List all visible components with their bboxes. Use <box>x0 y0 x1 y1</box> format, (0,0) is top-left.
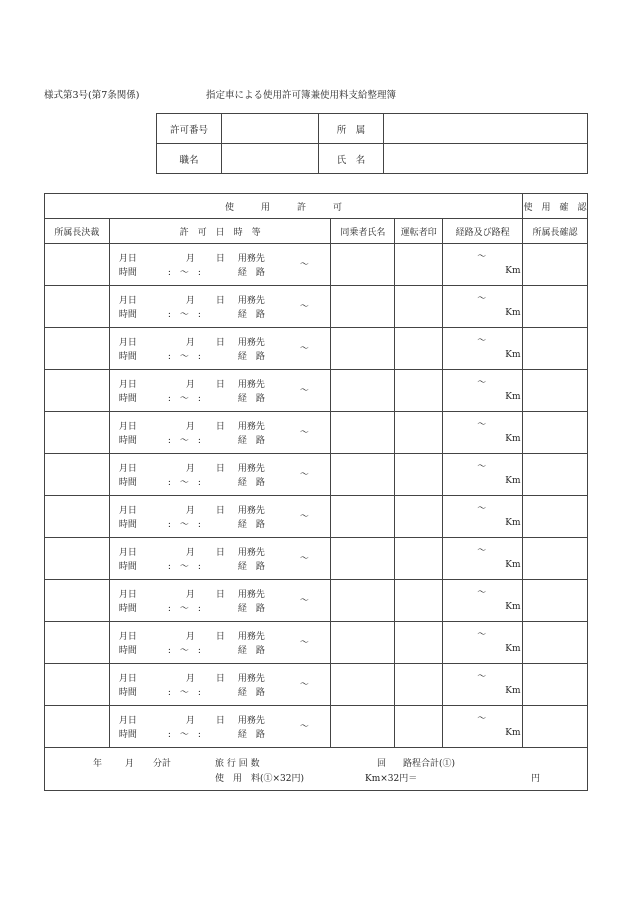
row-route: 経 路 <box>237 646 265 656</box>
row-tilde: 〜 <box>299 596 309 606</box>
driver-seal-cell[interactable] <box>395 286 443 328</box>
route-tilde: 〜 <box>477 714 487 724</box>
row-time-range: : 〜 : <box>167 310 201 320</box>
row-month: 月 <box>185 548 195 558</box>
passengers-cell[interactable] <box>331 244 395 286</box>
row-month-day: 月日 <box>118 464 137 474</box>
row-destination: 用務先 <box>237 632 265 642</box>
row-time-range: : 〜 : <box>167 562 201 572</box>
chief-confirm-cell[interactable] <box>523 496 588 538</box>
permit-datetime-cell[interactable] <box>109 328 331 370</box>
route-tilde: 〜 <box>477 294 487 304</box>
row-day: 日 <box>215 296 225 306</box>
table-row <box>45 454 588 496</box>
footer-km-formula: Km×32円＝ <box>365 774 418 784</box>
table-row <box>45 622 588 664</box>
passengers-cell[interactable] <box>331 496 395 538</box>
passengers-cell[interactable] <box>331 706 395 748</box>
row-destination: 用務先 <box>237 674 265 684</box>
driver-seal-cell[interactable] <box>395 328 443 370</box>
table-row <box>45 244 588 286</box>
row-destination: 用務先 <box>237 548 265 558</box>
row-route: 経 路 <box>237 310 265 320</box>
driver-seal-cell[interactable] <box>395 538 443 580</box>
col-driver-seal: 運転者印 <box>395 219 443 244</box>
row-time: 時間 <box>118 646 137 656</box>
route-km: Km <box>505 350 521 360</box>
row-month: 月 <box>185 632 195 642</box>
row-day: 日 <box>215 464 225 474</box>
table-row <box>45 496 588 538</box>
chief-approval-cell[interactable] <box>45 622 110 664</box>
row-time: 時間 <box>118 268 137 278</box>
row-day: 日 <box>215 422 225 432</box>
row-time-range: : 〜 : <box>167 268 201 278</box>
footer-subtotal: 分計 <box>153 759 172 769</box>
row-time: 時間 <box>118 562 137 572</box>
permit-datetime-cell[interactable] <box>109 706 331 748</box>
route-tilde: 〜 <box>477 588 487 598</box>
chief-approval-cell[interactable] <box>45 496 110 538</box>
position-field[interactable] <box>222 144 319 174</box>
row-tilde: 〜 <box>299 302 309 312</box>
chief-confirm-cell[interactable] <box>523 622 588 664</box>
route-cell[interactable] <box>443 622 523 664</box>
footer-month: 月 <box>125 759 135 769</box>
group-usage-permit: 使 用 許 可 <box>45 194 523 219</box>
route-km: Km <box>505 728 521 738</box>
row-destination: 用務先 <box>237 380 265 390</box>
row-destination: 用務先 <box>237 506 265 516</box>
route-cell[interactable] <box>443 580 523 622</box>
route-km: Km <box>505 434 521 444</box>
table-row <box>45 664 588 706</box>
chief-confirm-cell[interactable] <box>523 580 588 622</box>
chief-approval-cell[interactable] <box>45 538 110 580</box>
row-month-day: 月日 <box>118 590 137 600</box>
row-route: 経 路 <box>237 352 265 362</box>
form-title: 指定車による使用許可簿兼使用料支給整理簿 <box>206 90 397 101</box>
route-tilde: 〜 <box>477 252 487 262</box>
row-tilde: 〜 <box>299 470 309 480</box>
route-cell[interactable] <box>443 496 523 538</box>
col-permit-datetime: 許 可 日 時 等 <box>109 219 331 244</box>
driver-seal-cell[interactable] <box>395 622 443 664</box>
footer-distance-total: 路程合計(①) <box>403 759 456 769</box>
row-month: 月 <box>185 464 195 474</box>
route-cell[interactable] <box>443 706 523 748</box>
footer-year: 年 <box>93 759 103 769</box>
row-time-range: : 〜 : <box>167 688 201 698</box>
col-chief-approval: 所属長決裁 <box>45 219 110 244</box>
route-tilde: 〜 <box>477 546 487 556</box>
row-month: 月 <box>185 674 195 684</box>
driver-seal-cell[interactable] <box>395 496 443 538</box>
row-time-range: : 〜 : <box>167 478 201 488</box>
chief-confirm-cell[interactable] <box>523 412 588 454</box>
row-month: 月 <box>185 716 195 726</box>
driver-seal-cell[interactable] <box>395 580 443 622</box>
row-time: 時間 <box>118 352 137 362</box>
permit-datetime-cell[interactable] <box>109 370 331 412</box>
route-km: Km <box>505 644 521 654</box>
header-table <box>156 113 588 174</box>
row-tilde: 〜 <box>299 428 309 438</box>
row-time: 時間 <box>118 520 137 530</box>
table-row <box>45 538 588 580</box>
chief-confirm-cell[interactable] <box>523 454 588 496</box>
driver-seal-cell[interactable] <box>395 244 443 286</box>
form-number: 様式第3号(第7条関係) <box>44 90 140 101</box>
row-day: 日 <box>215 716 225 726</box>
affiliation-field[interactable] <box>384 114 588 144</box>
route-cell[interactable] <box>443 412 523 454</box>
row-destination: 用務先 <box>237 296 265 306</box>
chief-approval-cell[interactable] <box>45 412 110 454</box>
footer-usage-fee: 使 用 料(①×32円) <box>215 774 305 784</box>
driver-seal-cell[interactable] <box>395 454 443 496</box>
name-field[interactable] <box>384 144 588 174</box>
row-time: 時間 <box>118 310 137 320</box>
route-km: Km <box>505 308 521 318</box>
route-km: Km <box>505 392 521 402</box>
route-tilde: 〜 <box>477 672 487 682</box>
driver-seal-cell[interactable] <box>395 664 443 706</box>
route-km: Km <box>505 560 521 570</box>
row-month: 月 <box>185 422 195 432</box>
row-month: 月 <box>185 254 195 264</box>
col-route: 経路及び路程 <box>443 219 523 244</box>
row-destination: 用務先 <box>237 464 265 474</box>
row-route: 経 路 <box>237 394 265 404</box>
route-km: Km <box>505 266 521 276</box>
row-day: 日 <box>215 254 225 264</box>
footer-times: 回 <box>377 759 387 769</box>
passengers-cell[interactable] <box>331 622 395 664</box>
row-time: 時間 <box>118 688 137 698</box>
row-time: 時間 <box>118 394 137 404</box>
route-cell[interactable] <box>443 370 523 412</box>
route-cell[interactable] <box>443 454 523 496</box>
route-km: Km <box>505 602 521 612</box>
row-tilde: 〜 <box>299 344 309 354</box>
row-day: 日 <box>215 380 225 390</box>
passengers-cell[interactable] <box>331 412 395 454</box>
row-destination: 用務先 <box>237 590 265 600</box>
table-row <box>45 412 588 454</box>
chief-confirm-cell[interactable] <box>523 706 588 748</box>
driver-seal-cell[interactable] <box>395 706 443 748</box>
row-day: 日 <box>215 632 225 642</box>
permit-datetime-cell[interactable] <box>109 538 331 580</box>
route-tilde: 〜 <box>477 378 487 388</box>
permit-no-field[interactable] <box>222 114 319 144</box>
route-km: Km <box>505 476 521 486</box>
permit-datetime-cell[interactable] <box>109 412 331 454</box>
row-month: 月 <box>185 590 195 600</box>
table-row <box>45 706 588 748</box>
table-row <box>45 370 588 412</box>
row-time-range: : 〜 : <box>167 646 201 656</box>
row-tilde: 〜 <box>299 638 309 648</box>
row-time-range: : 〜 : <box>167 394 201 404</box>
row-time-range: : 〜 : <box>167 604 201 614</box>
row-month-day: 月日 <box>118 674 137 684</box>
chief-approval-cell[interactable] <box>45 454 110 496</box>
footer-trip-count: 旅 行 回 数 <box>215 759 260 769</box>
chief-approval-cell[interactable] <box>45 286 110 328</box>
permit-datetime-cell[interactable] <box>109 244 331 286</box>
chief-approval-cell[interactable] <box>45 370 110 412</box>
row-month-day: 月日 <box>118 506 137 516</box>
col-passengers: 同乗者氏名 <box>331 219 395 244</box>
passengers-cell[interactable] <box>331 538 395 580</box>
footer-yen: 円 <box>531 774 541 784</box>
row-time-range: : 〜 : <box>167 520 201 530</box>
row-tilde: 〜 <box>299 512 309 522</box>
row-time: 時間 <box>118 478 137 488</box>
driver-seal-cell[interactable] <box>395 370 443 412</box>
row-tilde: 〜 <box>299 722 309 732</box>
chief-confirm-cell[interactable] <box>523 370 588 412</box>
permit-datetime-cell[interactable] <box>109 286 331 328</box>
row-month-day: 月日 <box>118 296 137 306</box>
row-tilde: 〜 <box>299 386 309 396</box>
row-route: 経 路 <box>237 520 265 530</box>
route-cell[interactable] <box>443 328 523 370</box>
route-cell[interactable] <box>443 244 523 286</box>
row-day: 日 <box>215 590 225 600</box>
permit-datetime-cell[interactable] <box>109 622 331 664</box>
usage-table <box>44 193 588 791</box>
chief-confirm-cell[interactable] <box>523 286 588 328</box>
route-cell[interactable] <box>443 538 523 580</box>
row-tilde: 〜 <box>299 680 309 690</box>
row-route: 経 路 <box>237 730 265 740</box>
row-tilde: 〜 <box>299 260 309 270</box>
row-month-day: 月日 <box>118 254 137 264</box>
passengers-cell[interactable] <box>331 664 395 706</box>
row-route: 経 路 <box>237 688 265 698</box>
row-route: 経 路 <box>237 562 265 572</box>
row-month-day: 月日 <box>118 422 137 432</box>
row-day: 日 <box>215 548 225 558</box>
chief-approval-cell[interactable] <box>45 580 110 622</box>
row-month: 月 <box>185 296 195 306</box>
row-month-day: 月日 <box>118 338 137 348</box>
route-cell[interactable] <box>443 664 523 706</box>
passengers-cell[interactable] <box>331 286 395 328</box>
row-destination: 用務先 <box>237 254 265 264</box>
row-time: 時間 <box>118 436 137 446</box>
row-month-day: 月日 <box>118 380 137 390</box>
row-route: 経 路 <box>237 436 265 446</box>
position-label: 職名 <box>157 144 222 174</box>
row-route: 経 路 <box>237 478 265 488</box>
row-day: 日 <box>215 506 225 516</box>
permit-datetime-cell[interactable] <box>109 580 331 622</box>
chief-confirm-cell[interactable] <box>523 664 588 706</box>
permit-datetime-cell[interactable] <box>109 664 331 706</box>
row-month: 月 <box>185 338 195 348</box>
route-km: Km <box>505 686 521 696</box>
passengers-cell[interactable] <box>331 328 395 370</box>
row-month: 月 <box>185 506 195 516</box>
chief-approval-cell[interactable] <box>45 664 110 706</box>
row-time-range: : 〜 : <box>167 730 201 740</box>
row-destination: 用務先 <box>237 338 265 348</box>
row-time: 時間 <box>118 730 137 740</box>
row-route: 経 路 <box>237 268 265 278</box>
row-destination: 用務先 <box>237 716 265 726</box>
row-time-range: : 〜 : <box>167 352 201 362</box>
footer-cell <box>45 748 588 791</box>
permit-datetime-cell[interactable] <box>109 454 331 496</box>
row-day: 日 <box>215 338 225 348</box>
affiliation-label: 所 属 <box>319 114 384 144</box>
permit-no-label: 許可番号 <box>157 114 222 144</box>
row-month: 月 <box>185 380 195 390</box>
chief-confirm-cell[interactable] <box>523 538 588 580</box>
col-chief-confirm: 所属長確認 <box>523 219 588 244</box>
chief-approval-cell[interactable] <box>45 706 110 748</box>
group-usage-confirm: 使 用 確 認 <box>523 194 588 219</box>
passengers-cell[interactable] <box>331 580 395 622</box>
table-row <box>45 286 588 328</box>
row-time-range: : 〜 : <box>167 436 201 446</box>
chief-approval-cell[interactable] <box>45 328 110 370</box>
route-tilde: 〜 <box>477 504 487 514</box>
row-time: 時間 <box>118 604 137 614</box>
table-row <box>45 580 588 622</box>
passengers-cell[interactable] <box>331 370 395 412</box>
driver-seal-cell[interactable] <box>395 412 443 454</box>
chief-approval-cell[interactable] <box>45 244 110 286</box>
route-tilde: 〜 <box>477 336 487 346</box>
name-label: 氏 名 <box>319 144 384 174</box>
passengers-cell[interactable] <box>331 454 395 496</box>
permit-datetime-cell[interactable] <box>109 496 331 538</box>
row-day: 日 <box>215 674 225 684</box>
route-cell[interactable] <box>443 286 523 328</box>
row-destination: 用務先 <box>237 422 265 432</box>
table-row <box>45 328 588 370</box>
row-month-day: 月日 <box>118 548 137 558</box>
row-tilde: 〜 <box>299 554 309 564</box>
route-tilde: 〜 <box>477 630 487 640</box>
row-month-day: 月日 <box>118 716 137 726</box>
row-month-day: 月日 <box>118 632 137 642</box>
chief-confirm-cell[interactable] <box>523 328 588 370</box>
route-tilde: 〜 <box>477 462 487 472</box>
chief-confirm-cell[interactable] <box>523 244 588 286</box>
route-tilde: 〜 <box>477 420 487 430</box>
route-km: Km <box>505 518 521 528</box>
row-route: 経 路 <box>237 604 265 614</box>
